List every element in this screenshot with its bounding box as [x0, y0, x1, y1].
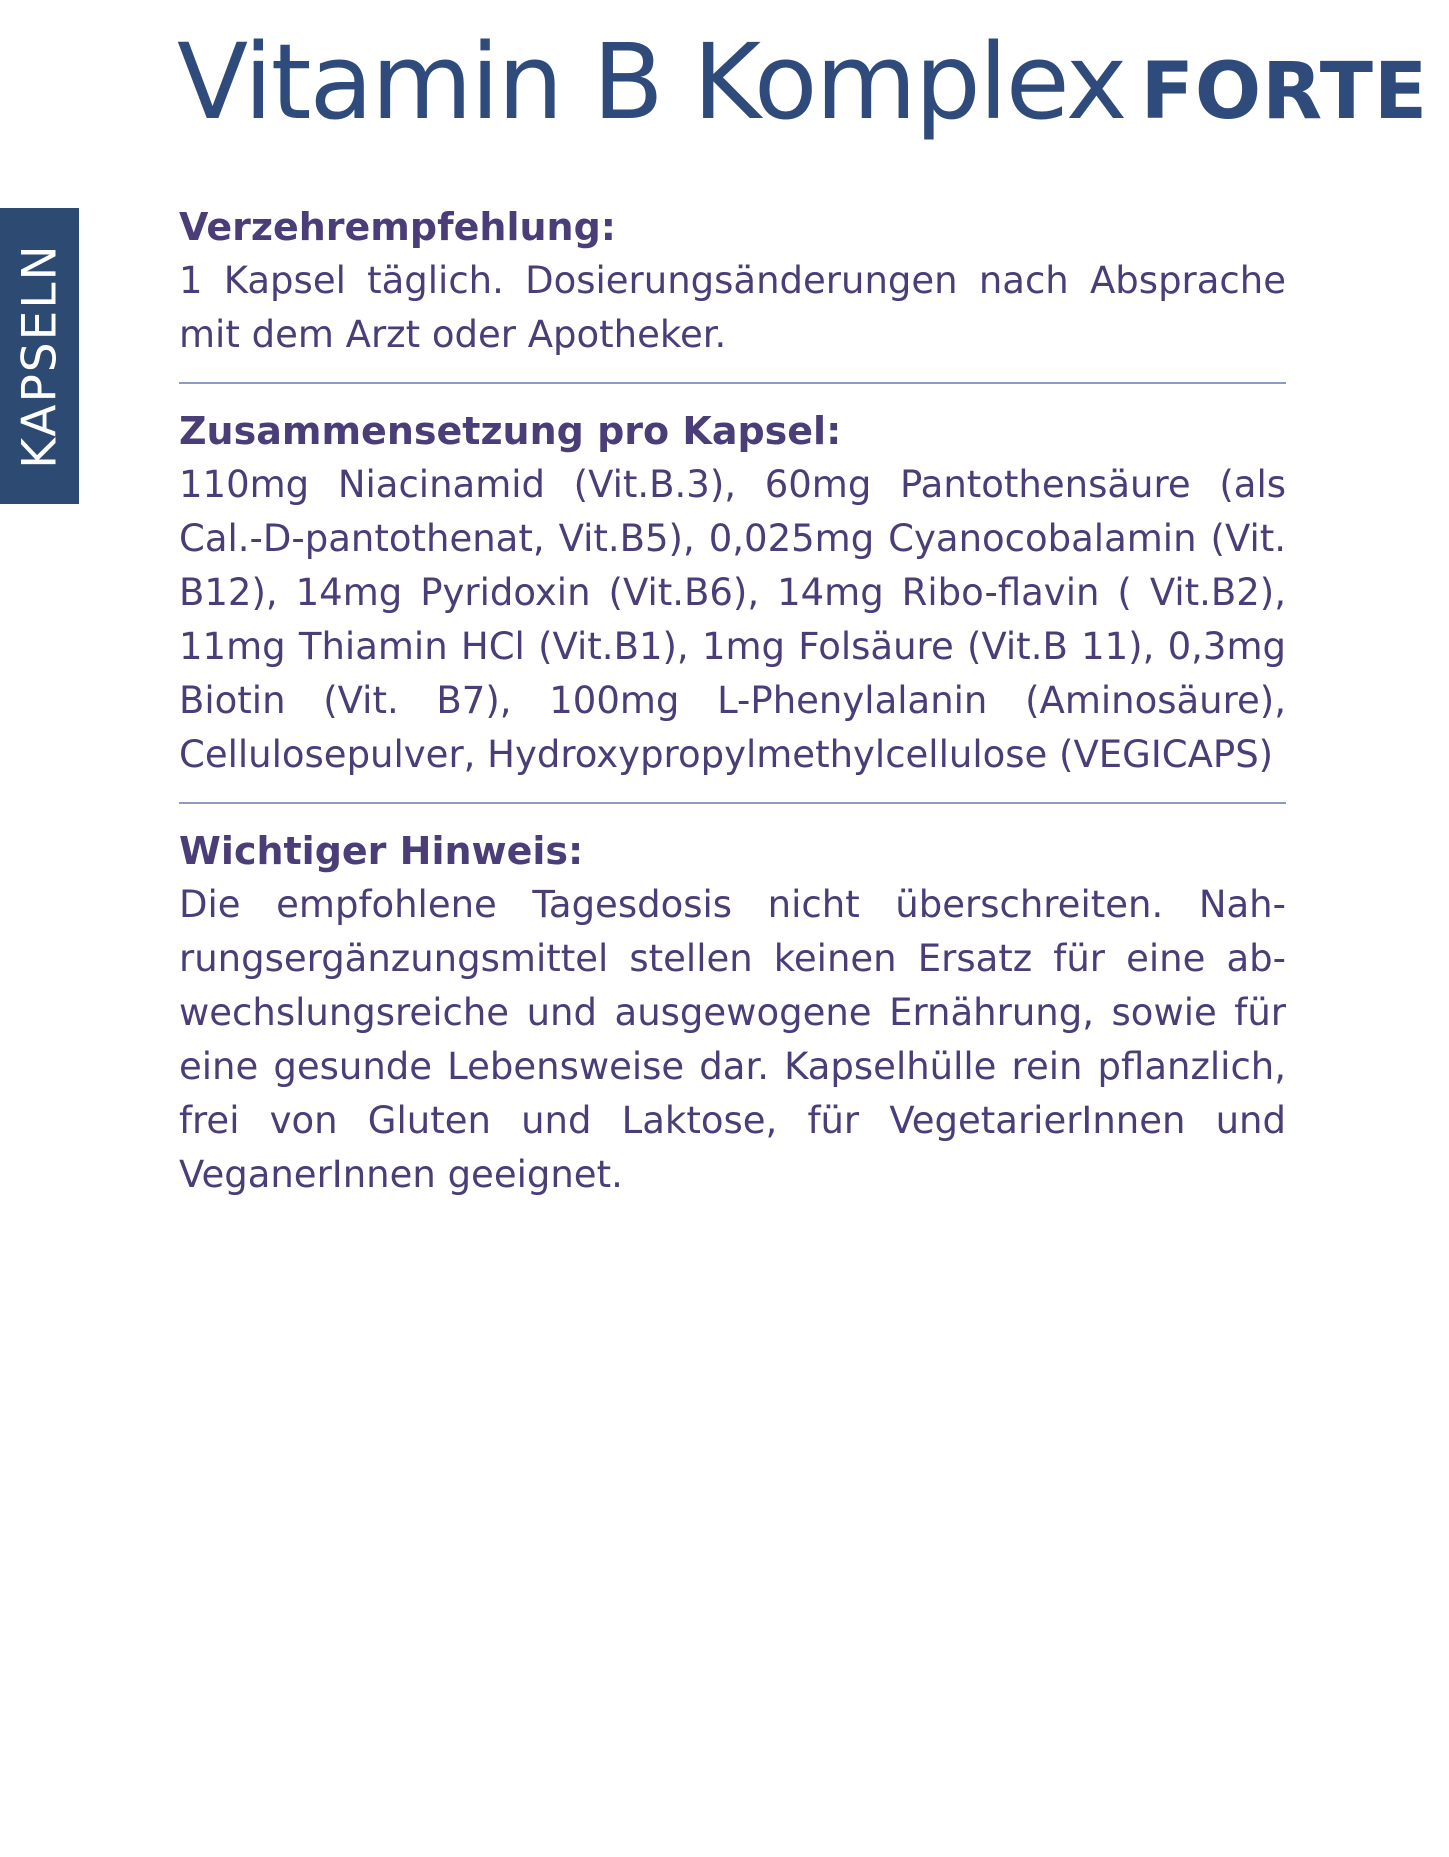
product-title-sub: FORTE — [1140, 47, 1429, 137]
side-tab-label: KAPSELN — [12, 243, 67, 469]
section-heading: Verzehrempfehlung: — [179, 205, 616, 249]
divider — [179, 802, 1286, 804]
section-heading: Zusammensetzung pro Kapsel: — [179, 409, 842, 453]
label-content — [179, 200, 1286, 1222]
product-title-main: Vitamin B Komplex — [177, 21, 1126, 143]
section-body: 110mg Niacinamid (Vit.B.3), 60mg Pantothensäure (als Cal.-D-pantothenat, Vit.B5), 0,025mg Cyanocobalamin (Vit. B12), 14mg Pyridoxin (Vit.B6), 14mg Ribo-flavin ( Vit.B2), 11mg Thiamin HCl (Vit.B1), 1mg Folsäure (Vit.B 11), 0,3mg Biotin (Vit. B7), 100mg L-Phenylalanin (Aminosäure), Cellulosepulver, Hydroxypropylmethylcellulose (VEGICAPS) — [179, 463, 1286, 776]
section-heading: Wichtiger Hinweis: — [179, 829, 584, 873]
section-composition — [179, 404, 1286, 802]
product-title — [177, 21, 1429, 143]
section-body: Die empfohlene Tagesdosis nicht überschreiten. Nahrungsergänzungsmittel stellen keinen Ersatz für eine abwechslungsreiche und ausgewogene Ernährung, sowie für eine gesunde Lebensweise dar. Kapselhülle rein pflanzlich, frei von Gluten und Laktose, für VegetarierInnen und VeganerInnen geeignet. — [179, 883, 1286, 1196]
section-dosage — [179, 200, 1286, 382]
section-notice — [179, 824, 1286, 1222]
section-body: 1 Kapsel täglich. Dosierungsänderungen nach Absprache mit dem Arzt oder Apotheker. — [179, 259, 1286, 356]
divider — [179, 382, 1286, 384]
side-tab — [0, 208, 79, 504]
